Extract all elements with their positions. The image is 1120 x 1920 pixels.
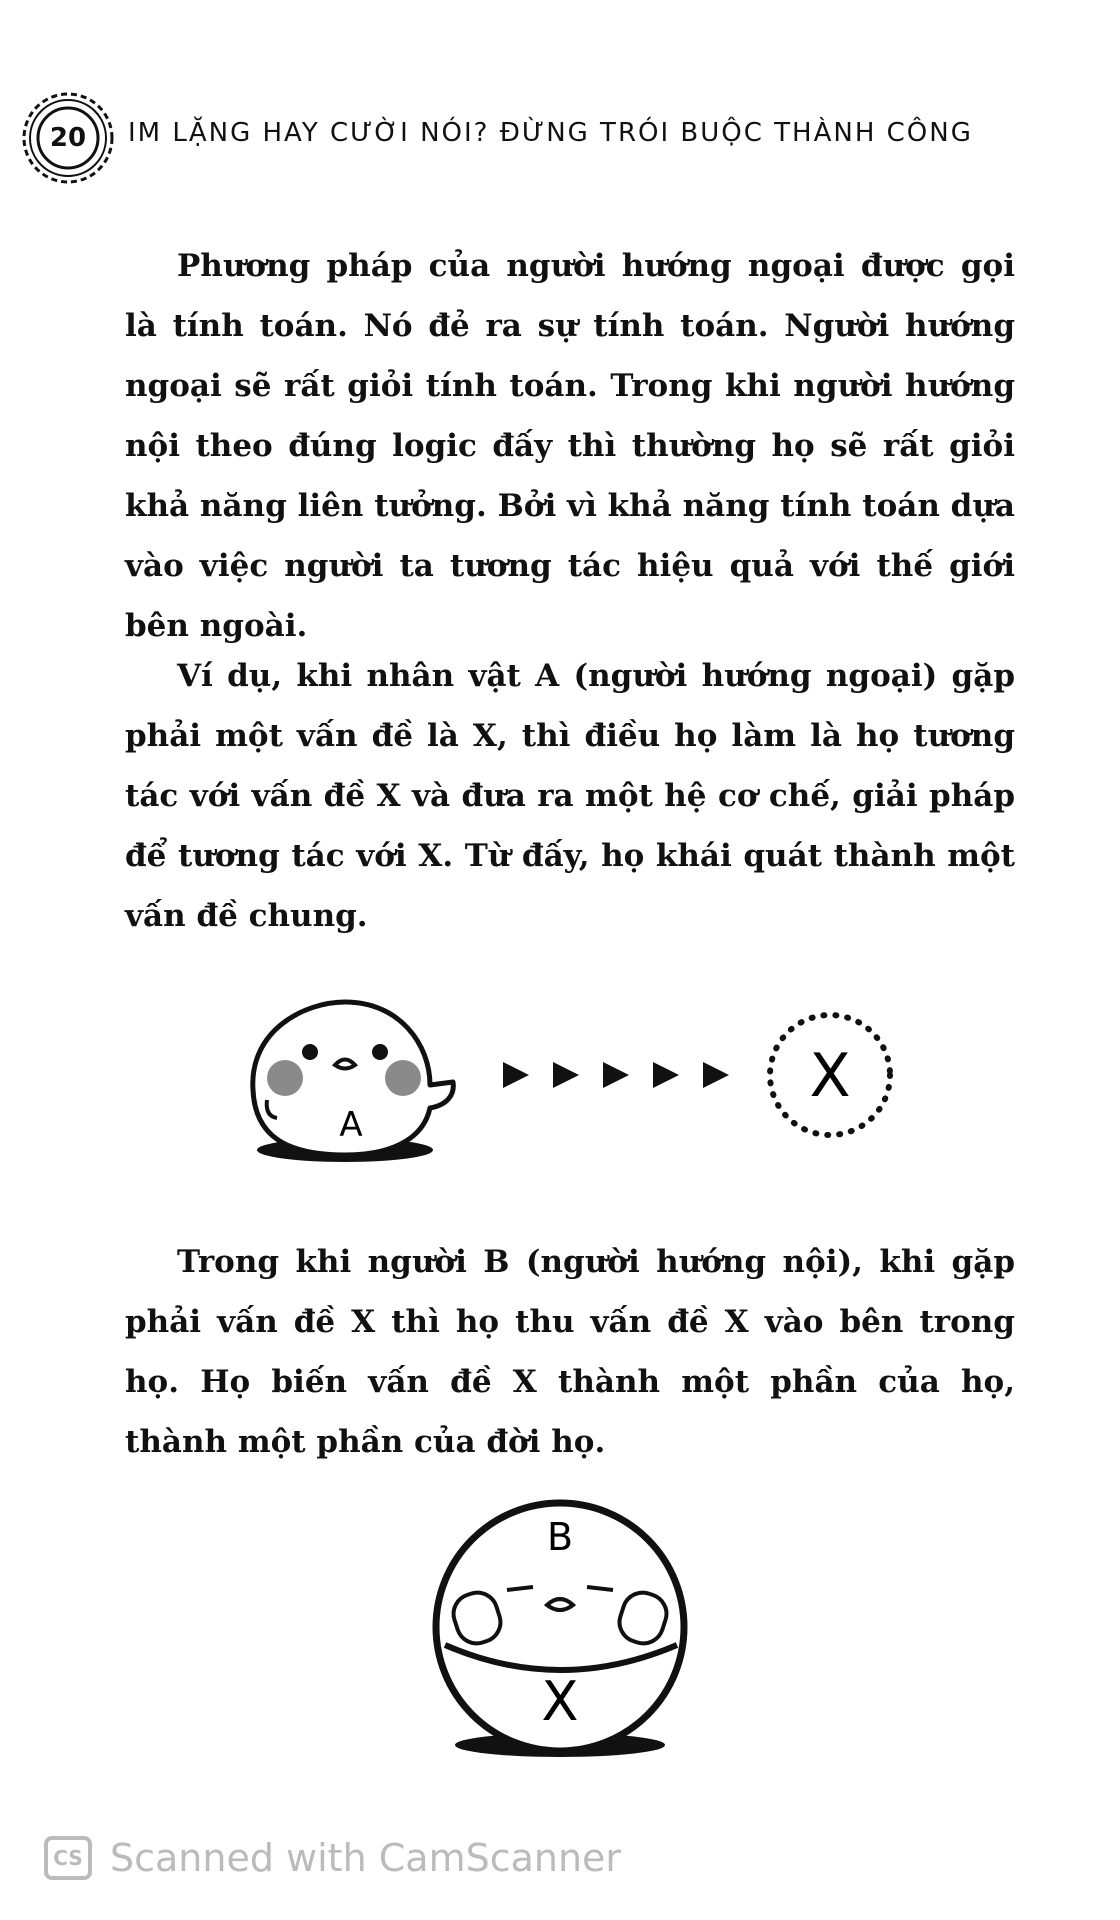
character-a-label: A [339,1105,363,1145]
target-x-label: X [809,1041,851,1111]
page-number: 20 [49,123,87,153]
character-b-label: B [546,1515,574,1559]
illustration-a-to-x [225,990,915,1190]
arrow-sequence [503,1062,729,1088]
arrow-icon [653,1062,679,1088]
character-b [436,1503,684,1751]
arrow-icon [503,1062,529,1088]
page-header [18,88,1018,188]
arrow-icon [603,1062,629,1088]
character-a [253,1002,454,1155]
illustration-b-absorbs-x [415,1495,705,1765]
paragraph-1: Phương pháp của người hướng ngoại được gọi là tính toán. Nó đẻ ra sự tính toán. Người hướng ngoại sẽ rất giỏi tính toán. Trong khi người hướng nội theo đúng logic đấy thì thường họ sẽ rất giỏi khả năng liên tưởng. Bởi vì khả năng tính toán dựa vào việc người ta tương tác hiệu quả với thế giới bên ngoài. [125,248,1015,644]
arrow-icon [553,1062,579,1088]
paragraph-2: Ví dụ, khi nhân vật A (người hướng ngoại) gặp phải một vấn đề là X, thì điều họ làm là họ tương tác với vấn đề X và đưa ra một hệ cơ chế, giải pháp để tương tác với X. Từ đấy, họ khái quát thành một vấn đề chung. [125,658,1015,934]
running-title: IM LẶNG HAY CƯỜI NÓI? ĐỪNG TRÓI BUỘC THÀNH CÔNG [128,118,973,148]
camscanner-logo-icon: CS [44,1836,92,1880]
belly-x-label: X [541,1670,579,1733]
scanner-watermark [44,1830,621,1886]
paragraph-3: Trong khi người B (người hướng nội), khi gặp phải vấn đề X thì họ thu vấn đề X vào bên trong họ. Họ biến vấn đề X thành một phần của họ, thành một phần của đời họ. [125,1244,1015,1460]
watermark-text: Scanned with CamScanner [110,1836,622,1880]
arrow-icon [703,1062,729,1088]
page-number-badge [18,88,118,188]
